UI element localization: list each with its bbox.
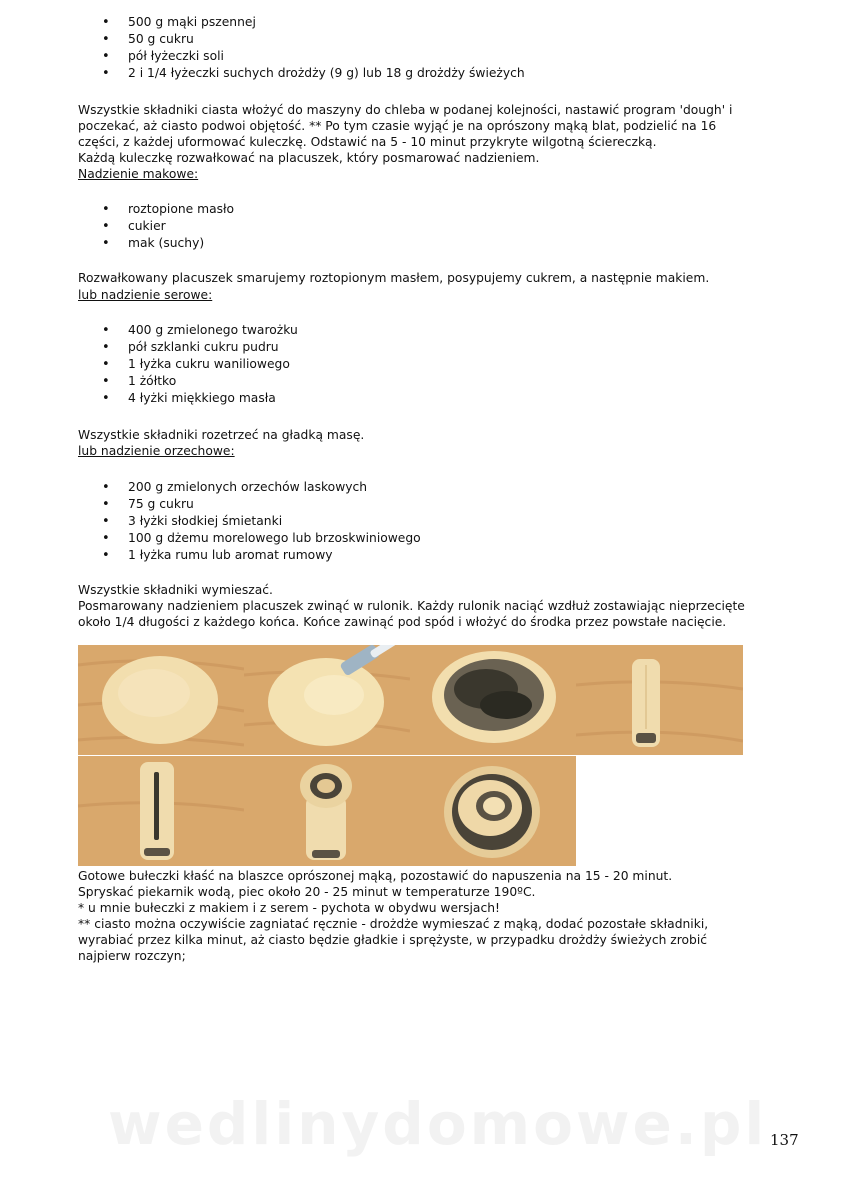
nut-ingredient-list [78, 479, 421, 564]
list-item: • 1 łyżka rumu lub aromat rumowy [78, 547, 421, 564]
text-line: wyrabiać przez kilka minut, aż ciasto będzie gładkie i sprężyste, w przypadku drożdży świeżych zrobić [78, 933, 708, 947]
photo-tucking-ends [244, 756, 410, 866]
cheese-ingredient-list [78, 322, 298, 407]
text-line: najpierw rozczyn; [78, 949, 186, 963]
text-line: ** ciasto można oczywiście zagniatać ręcznie - drożdże wymieszać z mąką, dodać pozostałe składniki, [78, 917, 709, 931]
dough-instructions [78, 102, 788, 166]
shaping-steps-photo-grid [78, 645, 743, 866]
list-item: • pół łyżeczki soli [78, 48, 525, 65]
photo-poppy-spread [410, 645, 576, 755]
text-line: około 1/4 długości z każdego końca. Końce zawinąć pod spód i włożyć do środka przez powstałe nacięcie. [78, 615, 727, 629]
list-item: • 1 żółtko [78, 373, 298, 390]
list-item: • pół szklanki cukru pudru [78, 339, 298, 356]
list-item: • mak (suchy) [78, 235, 234, 252]
text-line: części, z każdej uformować kuleczkę. Odstawić na 5 - 10 minut przykryte wilgotną ściereczką. [78, 135, 657, 149]
list-item: • 3 łyżki słodkiej śmietanki [78, 513, 421, 530]
photo-rolled-log [576, 645, 743, 755]
text-line: Rozwałkowany placuszek smarujemy roztopionym masłem, posypujemy cukrem, a następnie makiem. [78, 271, 710, 285]
photo-rolled-dough [78, 645, 244, 755]
cheese-instructions [78, 427, 788, 443]
list-item: • 1 łyżka cukru waniliowego [78, 356, 298, 373]
cheese-filling-heading: lub nadzienie serowe: [78, 288, 213, 302]
text-line: poczekać, aż ciasto podwoi objętość. ** Po tym czasie wyjąć je na oprószony mąką blat, podzielić na 16 [78, 119, 717, 133]
baking-instructions [78, 868, 788, 964]
text-line: Wszystkie składniki ciasta włożyć do maszyny do chleba w podanej kolejności, nastawić program 'dough' i [78, 103, 733, 117]
text-line: Gotowe bułeczki kłaść na blaszce oprószonej mąką, pozostawić do napuszenia na 15 - 20 minut. [78, 869, 673, 883]
list-item: • 200 g zmielonych orzechów laskowych [78, 479, 421, 496]
text-line: Wszystkie składniki wymieszać. [78, 583, 273, 597]
poppy-ingredient-list [78, 201, 234, 252]
list-item: • 100 g dżemu morelowego lub brzoskwiniowego [78, 530, 421, 547]
dough-ingredient-list [78, 14, 525, 82]
text-line: Wszystkie składniki rozetrzeć na gładką masę. [78, 428, 365, 442]
list-item: • 500 g mąki pszennej [78, 14, 525, 31]
nut-filling-heading: lub nadzienie orzechowe: [78, 444, 235, 458]
nut-instructions [78, 582, 788, 630]
list-item: • 4 łyżki miękkiego masła [78, 390, 298, 407]
photo-brushing-butter [244, 645, 410, 755]
list-item: • 75 g cukru [78, 496, 421, 513]
page-number: 137 [770, 1131, 799, 1149]
list-item: • 50 g cukru [78, 31, 525, 48]
text-line: * u mnie bułeczki z makiem i z serem - pychota w obydwu wersjach! [78, 901, 500, 915]
photo-slit-log [78, 756, 244, 866]
text-line: Każdą kuleczkę rozwałkować na placuszek, który posmarować nadzieniem. [78, 151, 540, 165]
poppy-filling-heading: Nadzienie makowe: [78, 167, 199, 181]
photo-finished-roll [410, 756, 576, 866]
list-item: • cukier [78, 218, 234, 235]
list-item: • roztopione masło [78, 201, 234, 218]
list-item: • 400 g zmielonego twarożku [78, 322, 298, 339]
list-item: • 2 i 1/4 łyżeczki suchych drożdży (9 g) lub 18 g drożdży świeżych [78, 65, 525, 82]
text-line: Spryskać piekarnik wodą, piec około 20 - 25 minut w temperaturze 190ºC. [78, 885, 536, 899]
poppy-instructions [78, 270, 788, 286]
text-line: Posmarowany nadzieniem placuszek zwinąć w rulonik. Każdy rulonik naciąć wzdłuż zostawiając nieprzecięte [78, 599, 745, 613]
site-watermark: wedlinydomowe.pl [108, 1090, 768, 1158]
